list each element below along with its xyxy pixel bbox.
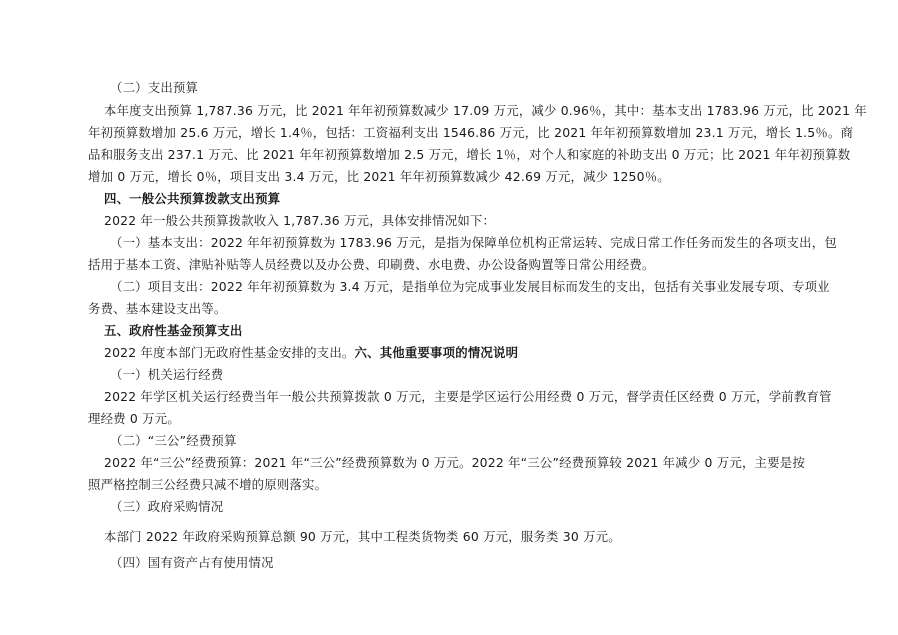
section-heading-other-matters: 六、其他重要事项的情况说明 [354,345,519,360]
subheading-admin-funds: （一）机关运行经费 [110,367,224,382]
subheading-procurement: （三）政府采购情况 [110,499,224,514]
paragraph-line: 照严格控制三公经费只减不增的原则落实。 [88,477,328,492]
paragraph-line: 增加 0 万元，增长 0％，项目支出 3.4 万元，比 2021 年年初预算数减少 42.69 万元，减少 1250％。 [88,169,670,184]
subheading-expenditure-budget: （二）支出预算 [110,80,199,95]
paragraph-line: 括用于基本工资、津贴补贴等人员经费以及办公费、印刷费、水电费、办公设备购置等日常公用经费。 [88,257,655,272]
paragraph-line: 年初预算数增加 25.6 万元，增长 1.4％，包括：工资福利支出 1546.86 万元，比 2021 年年初预算数增加 23.1 万元，增长 1.5％。商 [88,125,854,140]
paragraph-line: （一）基本支出：2022 年年初预算数为 1783.96 万元，是指为保障单位机构正常运转、完成日常工作任务而发生的各项支出，包 [110,235,837,250]
paragraph-text: 2022 年度本部门无政府性基金安排的支出。 [104,345,355,360]
paragraph-line: 本部门 2022 年政府采购预算总额 90 万元，其中工程类货物类 60 万元，服务类 30 万元。 [104,529,621,544]
paragraph-line: 2022 年一般公共预算拨款收入 1,787.36 万元，具体安排情况如下： [104,213,496,228]
mixed-line [104,345,518,361]
paragraph-line: 务费、基本建设支出等。 [88,301,227,316]
paragraph-line: 品和服务支出 237.1 万元、比 2021 年年初预算数增加 2.5 万元，增长 1％，对个人和家庭的补助支出 0 万元；比 2021 年年初预算数 [88,147,851,162]
paragraph-line: 2022 年学区机关运行经费当年一般公共预算拨款 0 万元，主要是学区运行公用经费 0 万元，督学责任区经费 0 万元，学前教育管 [104,389,832,404]
subheading-three-public: （二）“三公”经费预算 [110,433,237,448]
paragraph-line: （二）项目支出：2022 年年初预算数为 3.4 万元，是指单位为完成事业发展目标而发生的支出，包括有关事业发展专项、专项业 [110,279,830,294]
paragraph-line: 理经费 0 万元。 [88,411,180,426]
section-heading-gov-fund: 五、政府性基金预算支出 [104,323,243,338]
paragraph-line: 2022 年“三公”经费预算：2021 年“三公”经费预算数为 0 万元。2022 年“三公”经费预算较 2021 年减少 0 万元，主要是按 [104,455,805,470]
section-heading-general-budget: 四、一般公共预算拨款支出预算 [104,191,281,206]
subheading-state-assets: （四）国有资产占有使用情况 [110,555,274,570]
paragraph-line: 本年度支出预算 1,787.36 万元，比 2021 年年初预算数减少 17.09 万元，减少 0.96％，其中：基本支出 1783.96 万元，比 2021 年 [104,103,867,118]
